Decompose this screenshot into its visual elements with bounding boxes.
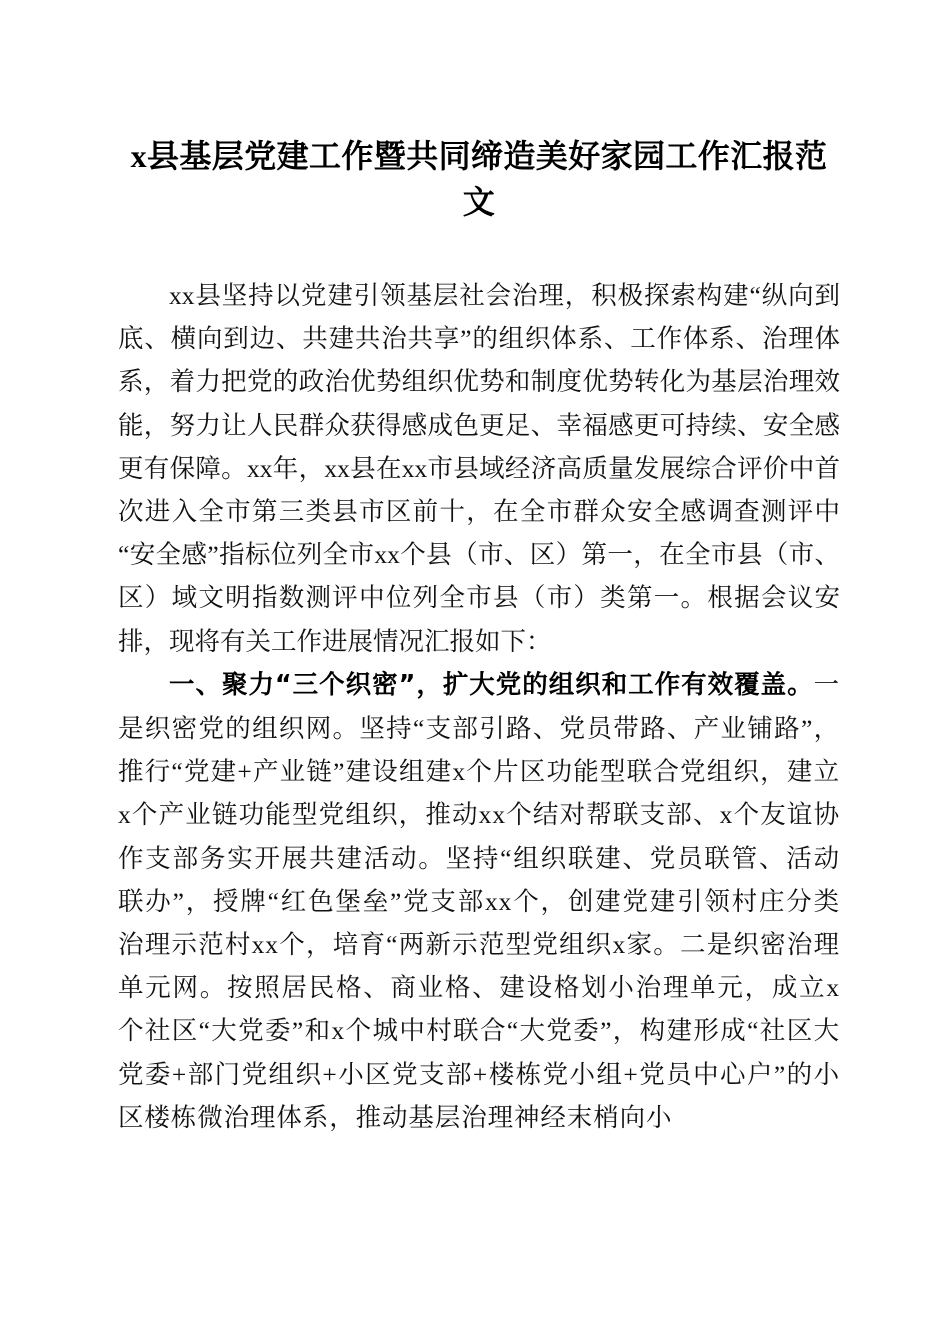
section-one-body-text: 一是织密党的组织网。坚持“支部引路、党员带路、产业铺路”，推行“党建+产业链”建设组建x个片区功能型联合党组织，建立x个产业链功能型党组织，推动xx个结对帮联支部、x个友谊协作支部务实开展共建活动。坚持“组织联建、党员联管、活动联办”，授牌“红色堡垒”党支部xx个，创建党建引领村庄分类治理示范村xx个，培育“两新示范型党组织x家。二是织密治理单元网。按照居民格、商业格、建设格划小治理单元，成立x个社区“大党委”和x个城中村联合“大党委”，构建形成“社区大党委+部门党组织+小区党支部+楼栋党小组+党员中心户”的小区楼栋微治理体系，推动基层治理神经末梢向小 (118, 669, 840, 1132)
paragraph-intro-text: xx县坚持以党建引领基层社会治理，积极探索构建“纵向到底、横向到边、共建共治共享”的组织体系、工作体系、治理体系，着力把党的政治优势组织优势和制度优势转化为基层治理效能，努力让人民群众获得感成色更足、幸福感更可持续、安全感更有保障。xx年，xx县在xx市县域经济高质量发展综合评价中首次进入全市第三类县市区前十，在全市群众安全感调查测评中“安全感”指标位列全市xx个县（市、区）第一，在全市县（市、区）域文明指数测评中位列全市县（市）类第一。根据会议安排，现将有关工作进展情况汇报如下： (118, 281, 840, 656)
page-title: x县基层党建工作暨共同缔造美好家园工作汇报范文 (130, 138, 828, 220)
document-body (118, 0, 840, 1139)
section-heading-one: 一、聚力“三个织密”，扩大党的组织和工作有效覆盖。 (169, 669, 814, 700)
paragraph-section-one (118, 663, 840, 1139)
paragraph-intro (118, 274, 840, 663)
